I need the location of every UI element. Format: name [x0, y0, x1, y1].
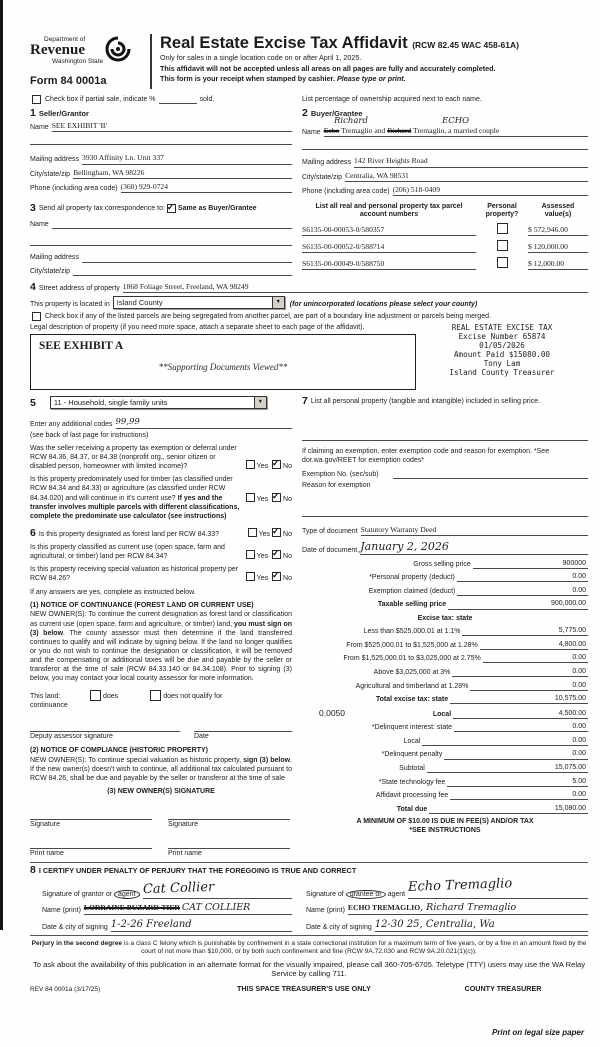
blank-line[interactable] — [302, 516, 588, 517]
section-8-number: 8 — [30, 864, 36, 877]
historic-question-text: Is this property receiving special valuation as historical property per RCW 84.26? — [30, 566, 239, 583]
street-address-field[interactable] — [123, 282, 588, 293]
current-use-question — [30, 543, 292, 561]
deputy-date-field[interactable] — [194, 722, 292, 732]
owner-signature-field-1[interactable] — [30, 810, 152, 820]
section-6-number: 6 — [30, 526, 36, 539]
delinquent-penalty-label: *Delinquent penalty — [381, 751, 443, 759]
tier4-label: Above $3,025,000 at 3% — [373, 668, 451, 676]
delinquent-interest-state-value: 0.00 — [524, 722, 588, 732]
tier3-value: 0.00 — [524, 653, 588, 663]
deputy-signature-label: Deputy assessor signature — [30, 733, 113, 741]
parcel-number-field[interactable]: S6135-00-00049-0/588750 — [302, 259, 476, 270]
buyer-name-struck-1: Echo — [323, 126, 340, 136]
grantor-signature-field[interactable] — [143, 881, 292, 899]
grantee-name-handwritten: , Richard Tremaglio — [420, 901, 517, 913]
corr-mailing-label: Mailing address — [30, 254, 80, 262]
property-class-section — [30, 396, 292, 409]
grantor-name-print-label: Name (print) — [42, 906, 81, 914]
parcel-number-field[interactable]: S6135-00-00053-0/580357 — [302, 225, 476, 236]
dor-logo-block — [30, 34, 148, 89]
notice-compliance-title: (2) NOTICE OF COMPLIANCE (HISTORIC PROPERTY) — [30, 747, 208, 755]
additional-codes-label: Enter any additional codes — [30, 420, 113, 428]
header-divider — [150, 34, 152, 89]
perjury-statement: Perjury in the second degree is a class C felony which is punishable by confinement in a state correctional institution for a maximum term of five years, or by a fine in an amount fixed by the court of not more than $10,000, or by both such confinement and fine (RCW 9A.72.030 and RCW 9A.20.021(1)(c)). — [31, 940, 587, 956]
section-7-number: 7 — [302, 394, 308, 407]
does-not-checkbox[interactable] — [150, 690, 161, 701]
timber-question — [30, 475, 292, 520]
exemption-no-label: Exemption No. (sec/sub) — [302, 470, 379, 478]
blank-line[interactable] — [302, 440, 588, 441]
additional-codes-field[interactable] — [116, 417, 293, 429]
this-land-label: This land: — [30, 693, 61, 701]
grantor-signature-block — [30, 878, 302, 932]
yes-label: Yes — [256, 575, 269, 583]
stamp-line: REAL ESTATE EXCISE TAX — [451, 322, 553, 332]
personal-property-section — [302, 396, 588, 407]
corr-name-label: Name — [30, 221, 49, 229]
located-in-note: (for unincorporated locations please select your county) — [289, 300, 478, 308]
revenue-swirl-icon — [105, 36, 131, 65]
header-note-1: Only for sales in a single location code on or after April 1, 2025. — [160, 53, 362, 63]
buyer-name-struck-2: Richard — [387, 126, 412, 136]
dept-of-label: Department of — [44, 36, 86, 43]
partial-sale-percent-input[interactable] — [159, 103, 197, 104]
exemption-no-field[interactable] — [393, 469, 588, 479]
seller-phone-label: Phone (including area code) — [30, 184, 118, 192]
personal-property-checkbox[interactable] — [497, 223, 508, 234]
partial-sale-checkbox[interactable] — [32, 95, 41, 104]
grantee-date-city-field[interactable] — [375, 918, 588, 932]
excise-tax-state-header: Excise tax: state — [417, 614, 473, 622]
tier1-label: Less than $525,000.01 at 1.1% — [363, 628, 461, 636]
exemption-instructions: If claiming an exemption, enter exemption code and reason for exemption. *See dor.wa.gov/REET for exemption codes* — [302, 448, 550, 465]
supporting-documents-stamp: **Supporting Documents Viewed** — [158, 361, 288, 372]
exemption-deduct-value: 0.00 — [524, 586, 588, 596]
tier3-label: From $1,525,000.01 to $3,025,000 at 2.75% — [343, 655, 481, 663]
segregated-label: Check box if any of the listed parcels are being segregated from another parcel, are part of a boundary line adjustment or parcels being merged. — [45, 312, 491, 320]
street-address-label: Street address of property — [38, 284, 120, 292]
taxable-price-label: Taxable selling price — [377, 601, 447, 609]
treasurer-excise-stamp — [416, 324, 588, 390]
seller-title: Seller/Grantor — [38, 108, 89, 118]
buyer-handwritten-echo: ECHO — [442, 116, 470, 127]
subtotal-value: 15,075.00 — [524, 763, 588, 773]
buyer-mailing-value: 142 River Heights Road — [354, 156, 428, 166]
buyer-title: Buyer/Grantee — [310, 108, 363, 118]
buyer-phone-label: Phone (including area code) — [302, 187, 390, 195]
seller-section — [30, 108, 302, 196]
grantee-date-city-value: 12-30 25, Centralia, Wa — [374, 919, 495, 931]
section-4-number: 4 — [30, 281, 36, 294]
q2-no-checkbox[interactable] — [272, 493, 281, 502]
codes-note: (see back of last page for instructions) — [30, 431, 149, 439]
buyer-name-mid: Tremaglio and — [341, 126, 386, 136]
assessed-value-field: $ 12,000.00 — [528, 259, 588, 270]
type-of-document-value: Statutory Warranty Deed — [360, 524, 437, 534]
buyer-name-label: Name — [302, 129, 321, 137]
agricultural-value: 0.00 — [524, 681, 588, 691]
form-number: Form 84 0001a — [30, 75, 107, 88]
county-dropdown-value: Island County — [116, 297, 163, 307]
grantee-name-print-label: Name (print) — [306, 906, 345, 914]
legal-description-box[interactable] — [30, 334, 416, 390]
scan-edge-artifact — [0, 0, 3, 930]
segregated-checkbox[interactable] — [32, 312, 41, 321]
seller-city-value: Bellingham, WA 98226 — [73, 167, 145, 177]
grantor-name-handwritten: CAT COLLIER — [181, 901, 251, 913]
local-value: 4,500.00 — [524, 709, 588, 719]
print-name-label: Print name — [30, 850, 64, 858]
timber-question-text: Is this property predominately used for timber (as classified under RCW 84.34 and 84.33) or agriculture (as classified under RCW 84.34.020) and will continue in it's current use? If yes and the transfer involves multiple parcels with different classifications, complete the predominate use calculator (see instructions) — [30, 476, 240, 520]
partial-sale-suffix: sold. — [199, 95, 215, 103]
yes-label: Yes — [256, 495, 269, 503]
page-title: Real Estate Excise Tax Affidavit (RCW 82.45 WAC 458-61A) — [160, 34, 519, 52]
property-class-value: 11 - Household, single family units — [53, 397, 168, 407]
no-label: No — [283, 530, 292, 538]
buyer-city-field[interactable] — [345, 171, 588, 182]
parcel-table — [302, 203, 588, 276]
q4-no-checkbox[interactable] — [272, 550, 281, 559]
total-due-value: 15,080.00 — [524, 804, 588, 814]
tier4-value: 0.00 — [524, 667, 588, 677]
subtotal-label: Subtotal — [399, 765, 425, 773]
parcel-row — [302, 257, 588, 270]
tier1-value: 5,775.00 — [524, 626, 588, 636]
date-of-document-label: Date of document — [302, 547, 358, 555]
taxable-price-value: 900,000.00 — [524, 599, 588, 609]
no-label: No — [283, 552, 292, 560]
buyer-name-field-2[interactable] — [302, 140, 588, 150]
footer — [30, 935, 588, 1039]
rcw-reference: (RCW 82.45 WAC 458-61A) — [412, 40, 519, 50]
q2-yes-checkbox[interactable] — [246, 493, 255, 502]
assessed-col-header: Assessed value(s) — [541, 202, 575, 218]
forest-land-question — [30, 528, 292, 539]
parcel-col-header: List all real and personal property tax parcel account numbers — [315, 202, 463, 218]
notice-continuance-body: NEW OWNER(S): To continue the current designation as forest land or classification as current use (open space, farm and agriculture, or timber) land, you must sign on (3) below. The county assessor must then determine if the land transferred continues to qualify and will indicate by signing below. If the land no longer qualifies or you do not wish to continue the designation or classification, it will be removed and the compensating or additional taxes will be due and payable by the seller or transferor at the time of sale (RCW 84.33.140 or 84.34.108). Prior to signing (3) below, you may contact your local county assessor for more information. — [30, 611, 292, 683]
signature-label: Signature — [168, 821, 198, 829]
grantor-name-struck: LORRAINE BUZARD-TIER — [83, 902, 180, 912]
notice-continuance-title: (1) NOTICE OF CONTINUANCE (FOREST LAND OR CURRENT USE) — [30, 602, 254, 610]
grantor-date-city-label: Date & city of signing — [42, 923, 108, 931]
q3-yes-checkbox[interactable] — [248, 528, 257, 537]
correspondence-section — [30, 203, 302, 276]
county-treasurer-label: COUNTY TREASURER — [464, 983, 542, 993]
delinquent-interest-local-value: 0.00 — [524, 736, 588, 746]
personal-deduct-value: 0.00 — [524, 572, 588, 582]
agent-circled: agent — [114, 890, 140, 899]
buyer-name-tail: Tremaglio, a married couple — [413, 126, 500, 136]
tier2-value: 4,800.00 — [524, 640, 588, 650]
seller-city-label: City/state/zip — [30, 170, 71, 178]
legal-description-label: Legal description of property (if you need more space, attach a separate sheet to each page of the affidavit). — [30, 323, 365, 331]
street-address-value: 1868 Foliage Street, Freeland, WA 98249 — [122, 281, 249, 291]
grantee-name-print-field[interactable] — [348, 902, 588, 915]
buyer-name-field[interactable] — [324, 126, 588, 137]
timber-question-bold: If yes and the transfer involves multiple parcels with different classifications, complete the predominate use calculator (see instructions) — [30, 494, 240, 520]
does-checkbox[interactable] — [90, 690, 101, 701]
gross-price-label: Gross selling price — [413, 560, 471, 568]
tech-fee-value: 5.00 — [524, 777, 588, 787]
local-label: Local — [432, 710, 452, 718]
washington-state-label: Washington State — [52, 57, 104, 65]
q1-no-checkbox[interactable] — [272, 460, 281, 469]
buyer-section — [302, 108, 588, 196]
seller-mailing-value: 3930 Affinity Ln. Unit 337 — [82, 153, 164, 163]
section-3-number: 3 — [30, 201, 36, 214]
personal-property-checkbox[interactable] — [497, 257, 508, 268]
deputy-signature-field[interactable] — [30, 722, 180, 732]
header-note-3: This form is your receipt when stamped by cashier. Please type or print. — [160, 74, 406, 84]
deputy-date-label: Date — [194, 733, 209, 741]
certification-section — [30, 862, 588, 932]
no-label: No — [283, 463, 292, 471]
total-due-label: Total due — [396, 805, 428, 813]
seller-name-label: Name — [30, 124, 49, 132]
property-class-dropdown[interactable] — [50, 396, 267, 409]
see-exhibit-a-text: SEE EXHIBIT A — [39, 339, 124, 352]
personal-property-checkbox[interactable] — [497, 240, 508, 251]
print-name-label: Print name — [168, 850, 202, 858]
grantee-sig-label: Signature of grantee or agent — [306, 890, 406, 898]
if-yes-note: If any answers are yes, complete as instructed below. — [30, 589, 196, 597]
yes-label: Yes — [256, 552, 269, 560]
reason-exemption-label: Reason for exemption — [302, 481, 371, 489]
does-label: does — [103, 693, 119, 701]
form-header — [30, 34, 588, 89]
total-state-value: 10,575.00 — [524, 694, 588, 704]
delinquent-interest-state-label: *Delinquent interest: state — [371, 724, 453, 732]
corr-city-label: City/state/zip — [30, 267, 71, 275]
personal-col-header: Personal property? — [485, 202, 519, 218]
section-1-number: 1 — [30, 106, 36, 119]
same-as-buyer-checkbox[interactable] — [167, 204, 176, 213]
date-of-document-value: January 2, 2026 — [360, 539, 449, 553]
grantor-name-print-field[interactable] — [84, 902, 292, 915]
corr-mailing-field[interactable] — [82, 252, 292, 262]
chevron-down-icon[interactable]: ▼ — [254, 397, 266, 408]
notice-continuance-bold: you must sign on (3) below — [30, 620, 292, 637]
exemption-question-text: Was the seller receiving a property tax exemption or deferral under RCW 84.36, 84.37, or 84.38 (nonprofit org., senior citizen or disabled person, homeowner with limited income)? — [30, 445, 237, 471]
corr-name-field[interactable] — [52, 219, 292, 229]
grantee-name-typed: ECHO TREMAGLIO — [347, 902, 421, 912]
tech-fee-label: *State technology fee — [378, 778, 446, 786]
q1-yes-checkbox[interactable] — [246, 460, 255, 469]
grantor-signature-value: Cat Collier — [142, 879, 214, 898]
grantor-date-city-value: 1-2-26 Freeland — [110, 919, 192, 931]
notice-compliance-bold: sign (3) below — [243, 756, 291, 764]
partial-sale-row — [30, 95, 302, 104]
affidavit-fee-value: 0.00 — [524, 790, 588, 800]
located-in-label: This property is located in — [30, 300, 110, 308]
stamp-line: Island County Treasurer — [449, 367, 555, 377]
new-owners-signature-title: (3) NEW OWNER(S) SIGNATURE — [107, 787, 215, 795]
owner-print-field-2[interactable] — [168, 839, 290, 849]
parcel-row — [302, 240, 588, 253]
historic-question — [30, 565, 292, 583]
seller-city-field[interactable] — [73, 168, 292, 179]
q4-yes-checkbox[interactable] — [246, 550, 255, 559]
date-of-document-field[interactable] — [360, 540, 588, 555]
type-of-document-label: Type of document — [302, 527, 358, 535]
print-legal-size-note: Print on legal size paper — [491, 1028, 584, 1038]
assessed-value-field: $ 120,000.00 — [528, 242, 588, 253]
seller-name-field[interactable] — [52, 121, 292, 132]
same-as-buyer-label: Same as Buyer/Grantee — [177, 205, 257, 213]
section-2-number: 2 — [302, 106, 308, 119]
stamp-line: Tony Lam — [483, 358, 521, 368]
agricultural-label: Agricultural and timberland at 1.28% — [355, 682, 469, 690]
grantee-date-city-label: Date & city of signing — [306, 923, 372, 931]
no-label: No — [283, 575, 292, 583]
grantor-date-city-field[interactable] — [111, 918, 292, 932]
signature-label: Signature — [30, 821, 60, 829]
yes-label: Yes — [256, 463, 269, 471]
yes-label: Yes — [258, 530, 271, 538]
corr-name-field-2[interactable] — [30, 236, 292, 246]
total-state-label: Total excise tax: state — [375, 696, 449, 704]
parcel-row — [302, 223, 588, 236]
grantee-signature-block — [302, 875, 588, 932]
buyer-phone-value: (206) 518-0409 — [392, 184, 441, 194]
header-note-2: This affidavit will not be accepted unless all areas on all pages are fully and accurately completed. — [160, 63, 496, 73]
forest-land-question-text: Is this property designated as forest land per RCW 84.33? — [38, 530, 219, 538]
buyer-city-label: City/state/zip — [302, 173, 343, 181]
county-dropdown[interactable] — [113, 296, 285, 309]
affidavit-fee-label: Affidavit processing fee — [375, 792, 449, 800]
continuance-label: continuance — [30, 702, 68, 710]
rev-number: REV 84 0001a (3/17/25) — [30, 985, 101, 993]
exemption-question — [30, 444, 292, 471]
buyer-mailing-field[interactable] — [354, 156, 588, 167]
seller-name-field-2[interactable] — [30, 135, 292, 145]
q3-no-checkbox[interactable] — [272, 528, 281, 537]
ownership-note: List percentage of ownership acquired next to each name. — [302, 95, 482, 103]
seller-mailing-label: Mailing address — [30, 156, 80, 164]
buyer-handwritten-richard: Richard — [334, 116, 368, 127]
correspondence-label: Send all property tax correspondence to: — [38, 205, 165, 213]
does-not-label: does not qualify for — [163, 693, 223, 701]
accessibility-statement: To ask about the availability of this publication in an alternate format for the visually impaired, please call 360-705-6705. Teletype (TTY) users may use the WA Relay Service by calling 711. — [32, 959, 586, 978]
certify-statement: I CERTIFY UNDER PENALTY OF PERJURY THAT THE FOREGOING IS TRUE AND CORRECT — [38, 866, 357, 876]
minimum-due-note: A MINIMUM OF $10.00 IS DUE IN FEE(S) AND/OR TAX *SEE INSTRUCTIONS — [356, 817, 534, 834]
grantee-or-circled: grantee or — [346, 890, 386, 899]
buyer-city-value: Centralia, WA 98531 — [345, 170, 409, 180]
exemption-deduct-label: Exemption claimed (deduct) — [368, 587, 456, 595]
partial-sale-label: Check box if partial sale, indicate % — [45, 95, 156, 103]
current-use-question-text: Is this property classified as current use (open space, farm and agricultural, or timber) land per RCW 84.34? — [30, 543, 225, 560]
section-5-number: 5 — [30, 397, 36, 410]
notice-compliance-body: NEW OWNER(S): To continue special valuation as historic property, sign (3) below. If the new owner(s) doesn't wish to continue, all additional tax calculated pursuant to RCW 84.26, shall be due and payable by the seller or transferor at the time of sale — [30, 756, 292, 782]
seller-phone-value: (360) 929-0724 — [120, 181, 169, 191]
delinquent-interest-local-label: Local — [403, 737, 421, 745]
q5-no-checkbox[interactable] — [272, 572, 281, 581]
grantee-signature-field[interactable] — [407, 875, 588, 899]
no-label: No — [283, 495, 292, 503]
buyer-mailing-label: Mailing address — [302, 159, 352, 167]
stamp-line: Excise Number 65874 — [458, 331, 546, 341]
grantee-signature-value: Echo Tremaglio — [407, 875, 513, 895]
seller-mailing-field[interactable] — [82, 153, 292, 164]
seller-phone-field[interactable] — [121, 182, 292, 193]
owner-signature-field-2[interactable] — [168, 810, 290, 820]
buyer-phone-field[interactable] — [393, 185, 588, 196]
stamp-line: Amount Paid $15080.00 — [453, 349, 550, 359]
local-rate-value: 0.0050 — [319, 707, 345, 718]
seller-name-value: SEE EXHIBIT 'B' — [51, 121, 108, 131]
personal-property-intro: List all personal property (tangible and intangible) included in selling price. — [310, 398, 541, 406]
land-qualify-row — [30, 690, 292, 701]
grantor-sig-label: Signature of grantor or agent — [42, 890, 140, 899]
personal-deduct-label: *Personal property (deduct) — [369, 574, 455, 582]
parcel-number-field[interactable]: S6135-00-00052-0/588714 — [302, 242, 476, 253]
corr-city-field[interactable] — [73, 266, 292, 276]
stamp-line: 01/05/2026 — [479, 340, 525, 350]
chevron-down-icon[interactable]: ▼ — [272, 297, 284, 308]
tier2-label: From $525,000.01 to $1,525,000 at 1.28% — [346, 641, 478, 649]
type-of-document-field[interactable] — [361, 525, 588, 536]
owner-print-field-1[interactable] — [30, 839, 152, 849]
gross-price-value: 900000 — [524, 559, 588, 569]
assessed-value-field: $ 572,946.00 — [528, 225, 588, 236]
revenue-wordmark: Revenue — [30, 42, 85, 59]
additional-codes-value: 99,99 — [115, 416, 140, 427]
q5-yes-checkbox[interactable] — [246, 572, 255, 581]
delinquent-penalty-value: 0.00 — [524, 749, 588, 759]
treasurer-use-only-label: THIS SPACE TREASURER'S USE ONLY — [237, 983, 371, 993]
